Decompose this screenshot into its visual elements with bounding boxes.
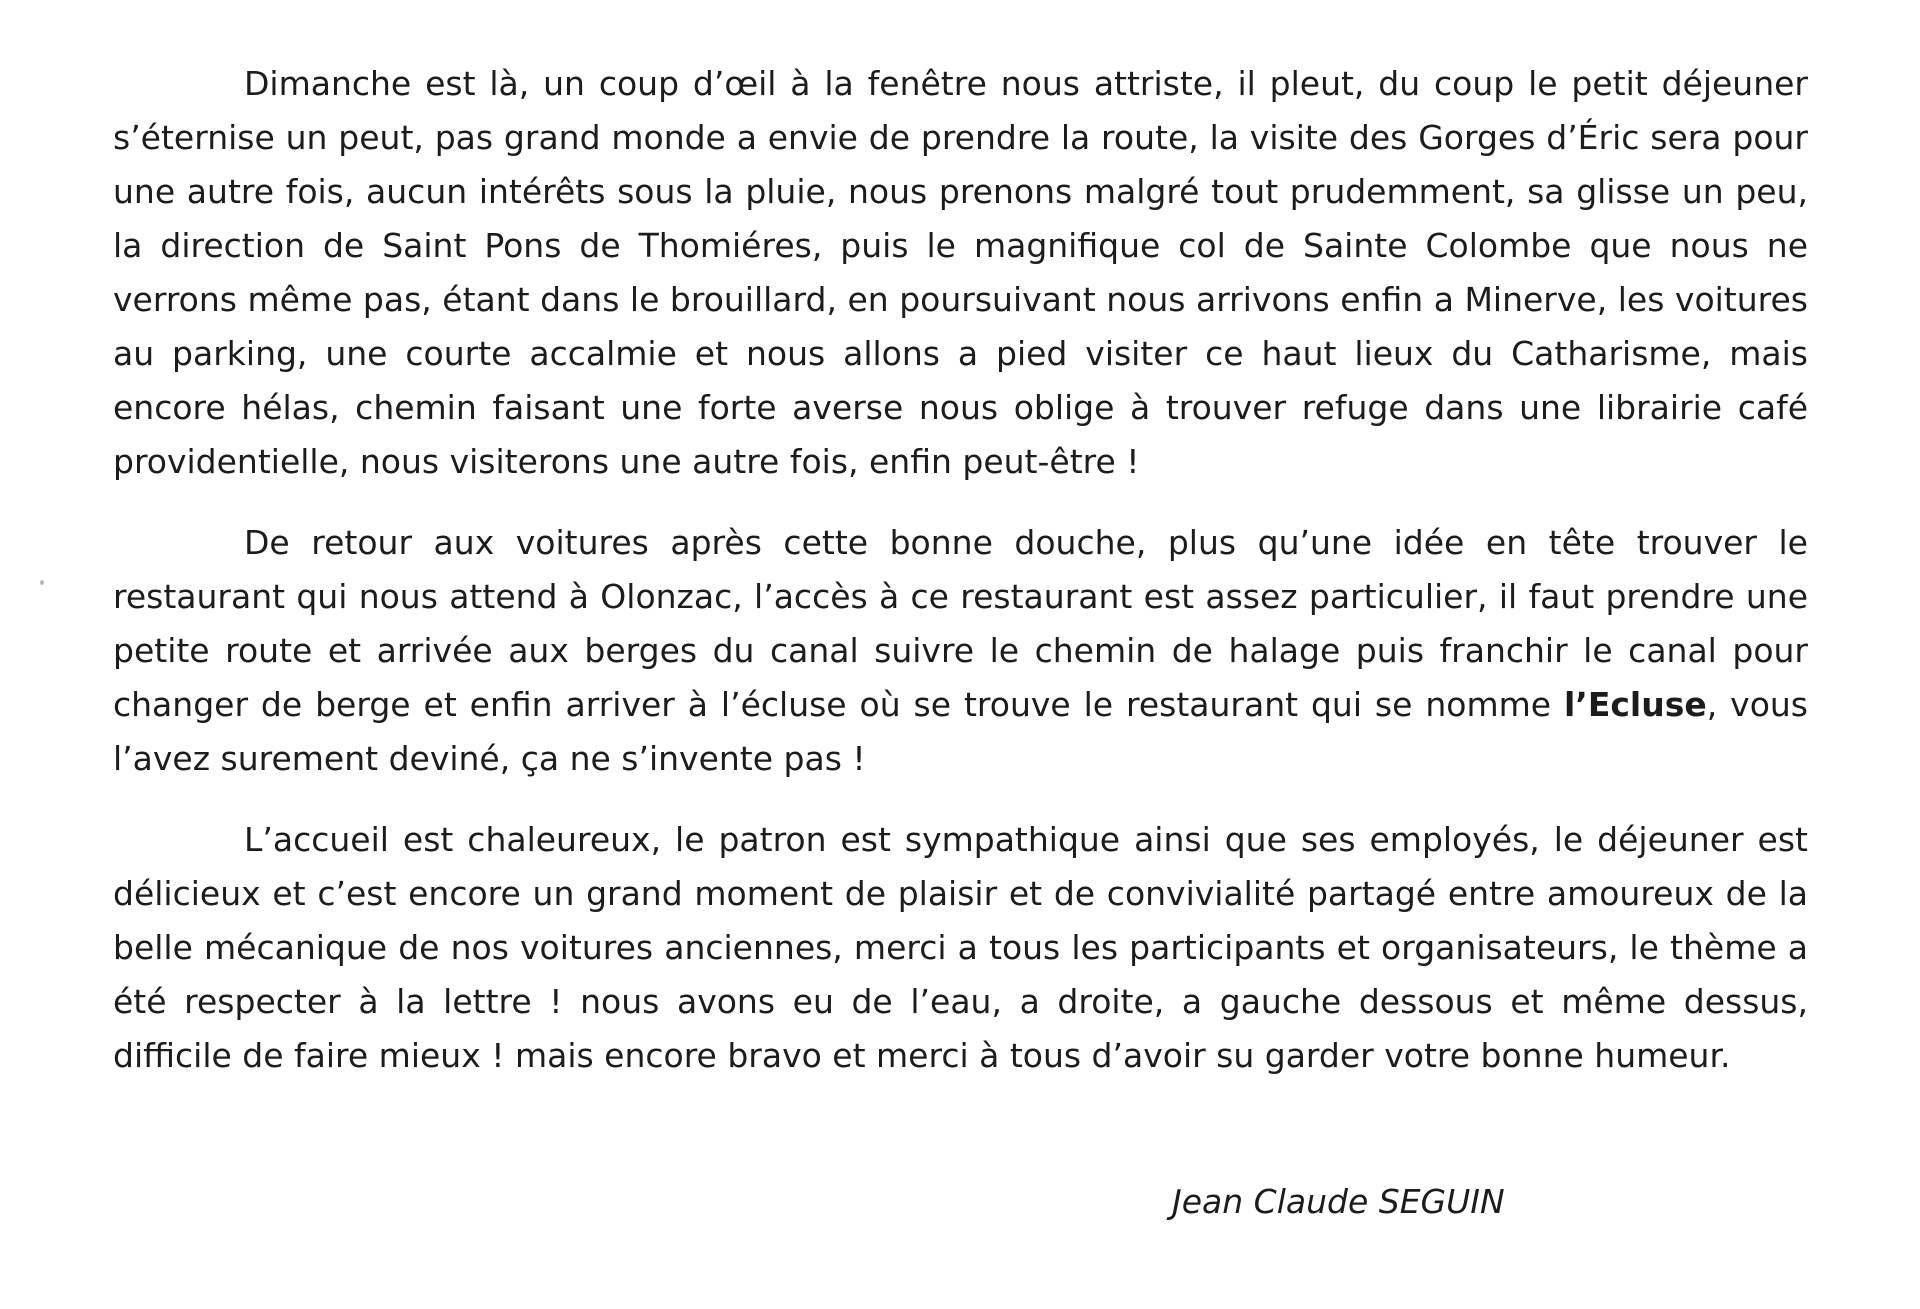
paragraph-3: L’accueil est chaleureux, le patron est sympathique ainsi que ses employés, le déjeuner est délicieux et c’est encore un grand moment de plaisir et de convivialité partagé entre amoureux de la belle mécanique de nos voitures anciennes, merci a tous les participants et organisateurs, le thème a été respecter à la lettre ! nous avons eu de l’eau, a droite, a gauche dessous et même dessus, difficile de faire mieux ! mais encore bravo et merci à tous d’avoir su garder votre bonne humeur. (113, 820, 1808, 1075)
paragraph-2-text-start: De retour aux voitures après cette bonne douche, plus qu’une idée en tête trouver le restaurant qui nous attend à Olonzac, l’accès à ce restaurant est assez particulier, il faut prendre une petite route et arrivée aux berges du canal suivre le chemin de halage puis franchir le canal pour changer de berge et enfin arriver à l’écluse où se trouve le restaurant qui se nomme (113, 523, 1808, 724)
document-body (113, 57, 1808, 1083)
paragraph-2 (113, 516, 1808, 786)
paragraph-2-text-end: , vous l’avez surement deviné, ça ne s’invente pas ! (113, 685, 1808, 778)
scan-speck (40, 580, 44, 585)
restaurant-name: l’Ecluse (1563, 685, 1707, 724)
author-signature: Jean Claude SEGUIN (1172, 1182, 1505, 1221)
paragraph-1: Dimanche est là, un coup d’œil à la fenêtre nous attriste, il pleut, du coup le petit déjeuner s’éternise un peut, pas grand monde a envie de prendre la route, la visite des Gorges d’Éric sera pour une autre fois, aucun intérêts sous la pluie, nous prenons malgré tout prudemment, sa glisse un peu, la direction de Saint Pons de Thomiéres, puis le magnifique col de Sainte Colombe que nous ne verrons même pas, étant dans le brouillard, en poursuivant nous arrivons enfin a Minerve, les voitures au parking, une courte accalmie et nous allons a pied visiter ce haut lieux du Catharisme, mais encore hélas, chemin faisant une forte averse nous oblige à trouver refuge dans une librairie café providentielle, nous visiterons une autre fois, enfin peut-être ! (113, 64, 1808, 481)
